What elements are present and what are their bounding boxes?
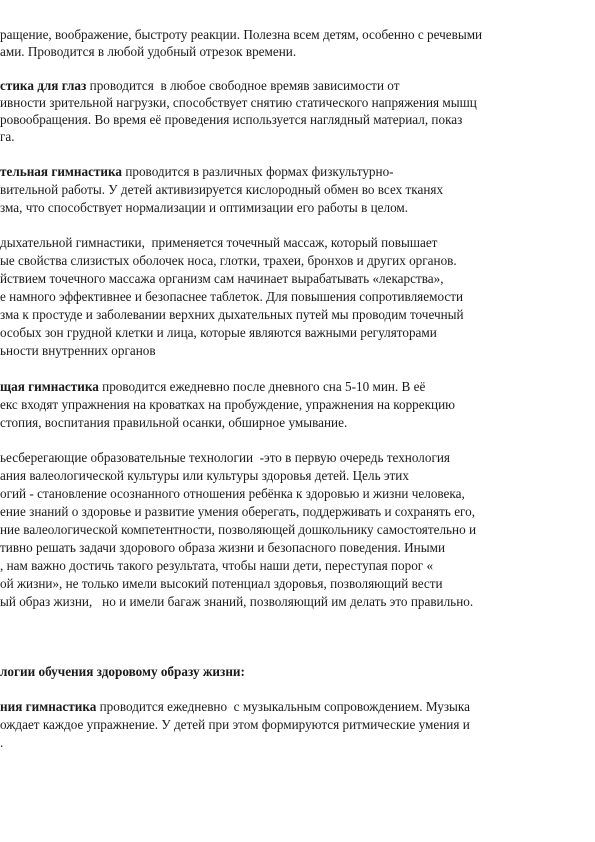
- text-line: йствием точечного массажа организм сам начинает вырабатывать «лекарства»,: [0, 271, 444, 286]
- text-line: ания валеологической культуры или культуры здоровья детей. Цель этих: [0, 468, 409, 483]
- text-line: вительной работы. У детей активизируется кислородный обмен во всех тканях: [0, 182, 444, 197]
- text-line: зма к простуде и заболевании верхних дыхательных путей мы проводим точечный: [0, 307, 464, 322]
- text-line: особых зон грудной клетки и лица, которые являются важными регуляторами: [0, 325, 437, 340]
- text-line: ьесберегающие образовательные технологии -это в первую очередь технология: [0, 450, 450, 465]
- text-line: тивно решать задачи здорового образа жизни и безопасного поведения. Иными: [0, 540, 446, 555]
- text-line: ьности внутренних органов: [0, 343, 156, 358]
- text-line: огий - становление осознанного отношения ребёнка к здоровью и жизни человека,: [0, 486, 465, 501]
- text-line: ождает каждое упражнение. У детей при этом формируются ритмические умения и: [0, 717, 470, 732]
- text-line: , нам важно достичь такого результата, чтобы наши дети, переступая порог «: [0, 558, 434, 573]
- bold-term: ния гимнастика: [0, 699, 97, 714]
- text-line: ровообращения. Во время её проведения используется наглядный материал, показ: [0, 112, 463, 127]
- text-line: ивности зрительной нагрузки, способствует снятию статического напряжения мышц: [0, 95, 477, 110]
- section-heading: [0, 663, 245, 680]
- text-line: е намного эффективнее и безопаснее таблеток. Для повышения сопротивляемости: [0, 289, 464, 304]
- text-line: ния гимнастика проводится ежедневно с музыкальным сопровождением. Музыка: [0, 699, 470, 714]
- text-line: екс входят упражнения на кроватках на пробуждение, упражнения на коррекцию: [0, 397, 455, 412]
- text-line: ый образ жизни, но и имели багаж знаний, позволяющий им делать это правильно.: [0, 594, 474, 609]
- text-line: .: [0, 735, 4, 750]
- text-line: ращение, воображение, быстроту реакции. Полезна всем детям, особенно с речевыми: [0, 27, 483, 42]
- text-line: стика для глаз проводится в любое свободное времяв зависимости от: [0, 78, 400, 93]
- bold-term: логии обучения здоровому образу жизни:: [0, 664, 245, 679]
- text-line: га.: [0, 129, 15, 144]
- bold-term: щая гимнастика: [0, 379, 99, 394]
- text-line: дыхательной гимнастики, применяется точечный массаж, который повышает: [0, 235, 438, 250]
- text-line: ой жизни», не только имели высокий потенциал здоровья, позволяющий вести: [0, 576, 443, 591]
- text-line: ение знаний о здоровье и развитие умения оберегать, поддерживать и сохранять его,: [0, 504, 476, 519]
- text-line: ами. Проводится в любой удобный отрезок времени.: [0, 44, 297, 59]
- text-line: ые свойства слизистых оболочек носа, глотки, трахеи, бронхов и других органов.: [0, 253, 457, 268]
- text-line: ние валеологической компетентности, позволяющей дошкольнику самостоятельно и: [0, 522, 477, 537]
- text-line: тельная гимнастика проводится в различных формах физкультурно-: [0, 164, 394, 179]
- text-line: стопия, воспитания правильной осанки, обширное умывание.: [0, 415, 348, 430]
- text-line: щая гимнастика проводится ежедневно после дневного сна 5-10 мин. В её: [0, 379, 426, 394]
- bold-term: тельная гимнастика: [0, 164, 123, 179]
- text-line: зма, что способствует нормализации и оптимизации его работы в целом.: [0, 200, 409, 215]
- bold-term: стика для глаз: [0, 78, 87, 93]
